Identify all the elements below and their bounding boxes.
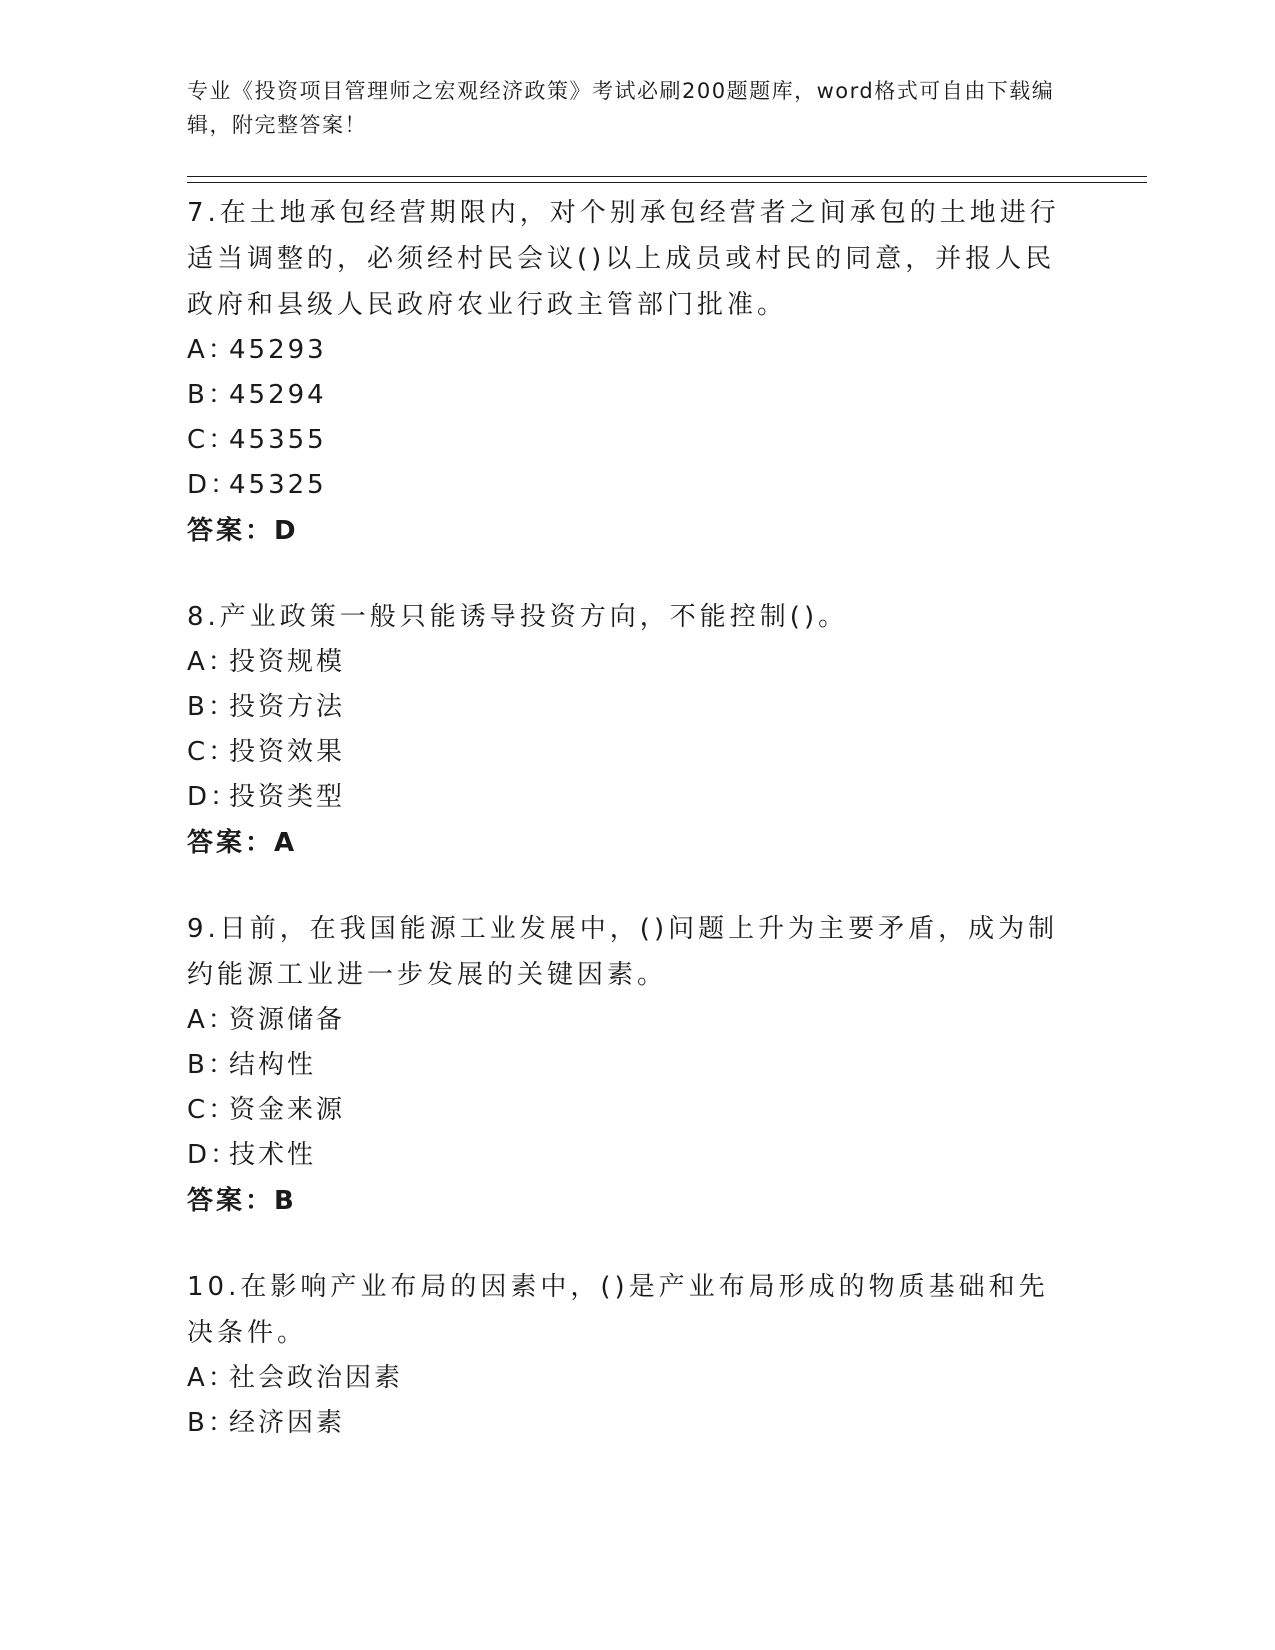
option-b [187, 685, 1067, 730]
option-a [187, 328, 1067, 373]
option-text: 资源储备 [229, 1005, 346, 1035]
answer-line: 答案：D [187, 516, 299, 546]
option-text: 45293 [229, 335, 327, 365]
question-8 [187, 594, 1067, 866]
option-text: 技术性 [229, 1140, 317, 1170]
option-text: 45355 [229, 425, 327, 455]
option-key: B： [187, 1408, 237, 1438]
option-d [187, 1133, 1067, 1178]
option-key: A： [187, 1005, 237, 1035]
question-stem: 10.在影响产业布局的因素中，()是产业布局形成的物质基础和先决条件。 [187, 1272, 1049, 1348]
question-list [187, 190, 1067, 1486]
option-b [187, 373, 1067, 418]
option-a [187, 1356, 1067, 1401]
option-text: 45325 [229, 470, 327, 500]
option-key: D： [187, 782, 240, 812]
header-rule-top [187, 176, 1147, 177]
option-c [187, 730, 1067, 775]
option-b [187, 1043, 1067, 1088]
option-text: 结构性 [229, 1050, 317, 1080]
answer-line: 答案：A [187, 828, 298, 858]
option-a [187, 998, 1067, 1043]
header-rule-bottom [187, 182, 1147, 183]
option-d [187, 775, 1067, 820]
question-stem: 7.在土地承包经营期限内，对个别承包经营者之间承包的土地进行适当调整的，必须经村民会议()以上成员或村民的同意，并报人民政府和县级人民政府农业行政主管部门批准。 [187, 198, 1060, 320]
option-c [187, 1088, 1067, 1133]
option-a [187, 640, 1067, 685]
answer-line: 答案：B [187, 1186, 297, 1216]
question-stem: 9.日前，在我国能源工业发展中，()问题上升为主要矛盾，成为制约能源工业进一步发展的关键因素。 [187, 914, 1059, 990]
option-key: C： [187, 425, 238, 455]
question-stem: 8.产业政策一般只能诱导投资方向，不能控制()。 [187, 602, 849, 632]
option-key: D： [187, 1140, 240, 1170]
option-key: B： [187, 692, 237, 722]
option-text: 投资规模 [229, 647, 346, 677]
option-text: 投资效果 [229, 737, 346, 767]
option-text: 资金来源 [229, 1095, 346, 1125]
option-key: C： [187, 737, 238, 767]
option-text: 45294 [229, 380, 327, 410]
option-key: A： [187, 1363, 237, 1393]
option-text: 投资方法 [229, 692, 346, 722]
option-c [187, 418, 1067, 463]
question-7 [187, 190, 1067, 554]
option-text: 社会政治因素 [229, 1363, 404, 1393]
option-b [187, 1401, 1067, 1446]
option-text: 投资类型 [229, 782, 346, 812]
option-d [187, 463, 1067, 508]
option-key: A： [187, 335, 237, 365]
option-key: C： [187, 1095, 238, 1125]
option-key: B： [187, 380, 237, 410]
option-text: 经济因素 [229, 1408, 346, 1438]
question-10 [187, 1264, 1067, 1446]
option-key: B： [187, 1050, 237, 1080]
option-key: A： [187, 647, 237, 677]
option-key: D： [187, 470, 240, 500]
document-header: 专业《投资项目管理师之宏观经济政策》考试必刷200题题库，word格式可自由下载编辑，附完整答案！ [187, 79, 1055, 137]
question-9 [187, 906, 1067, 1224]
